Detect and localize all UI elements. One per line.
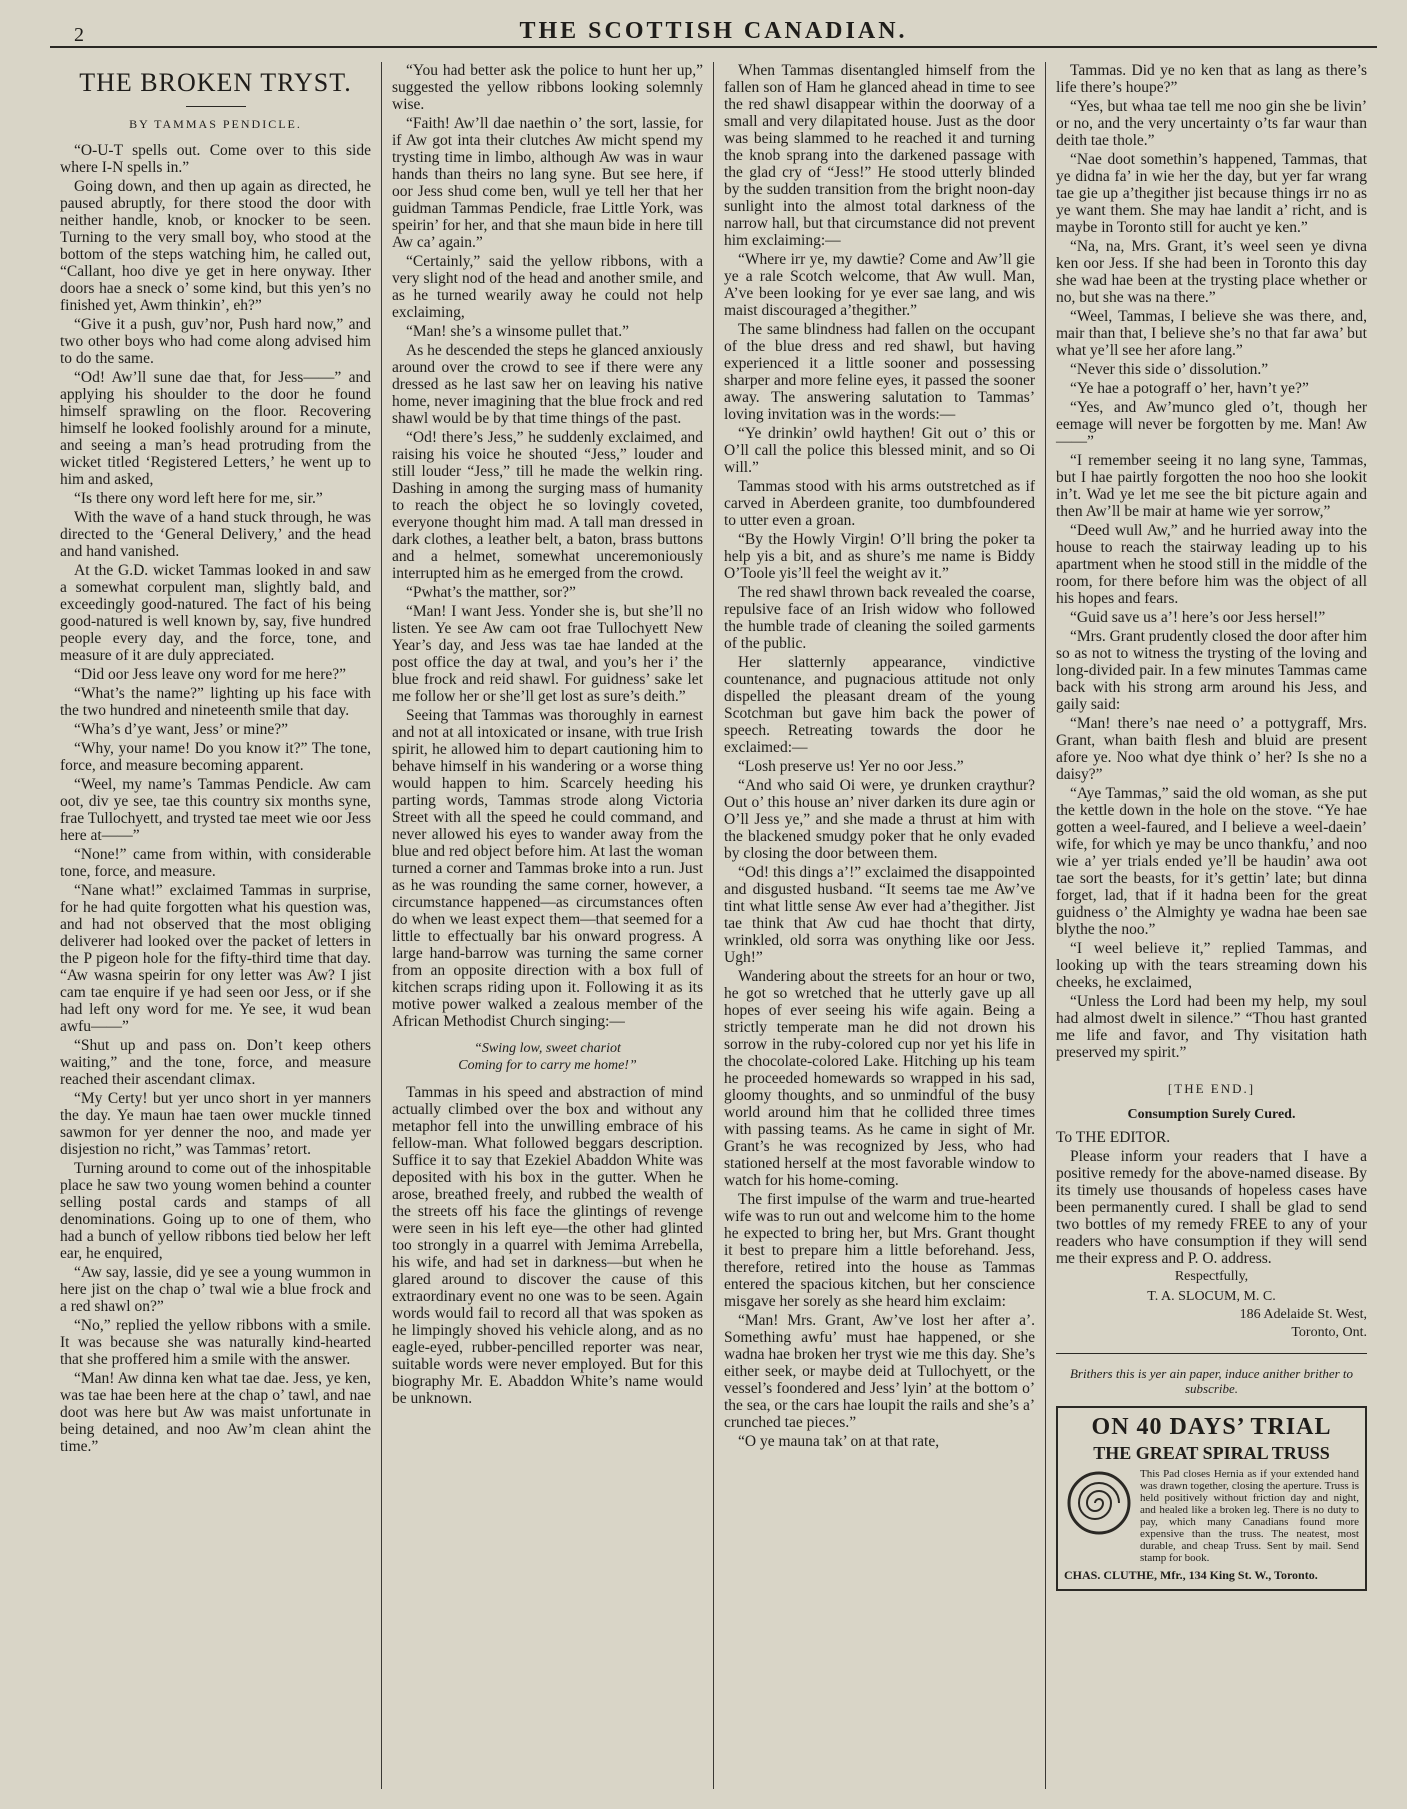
paragraph: “Is there ony word left here for me, sir.” (74, 490, 323, 507)
paragraph: Turning around to come out of the inhospitable place he saw two young women behind a counter selling postal cards and stamps of all denominations. Going up to one of them, who had a bunch of yellow ribbons tied below her left ear, he enquired, (60, 1160, 371, 1262)
paragraph: “My Certy! but yer unco short in yer manners the day. Ye maun hae taen ower muckle tinned sawmon for yer denner the noo, and made yer disjestion no richt,” was Tammas’ retort. (60, 1090, 371, 1158)
advert-name: T. A. SLOCUM, M. C. (1147, 1289, 1276, 1304)
truss-subhead: THE GREAT SPIRAL TRUSS (1093, 1443, 1330, 1463)
advert-body: Please inform your readers that I have a positive remedy for the above-named disease. By its timely use thousands of hopeless cases have been permanently cured. I shall be glad to send two bottles of my remedy FREE to any of your readers who have consumption if they will send me their express and P. O. address. (1056, 1148, 1367, 1267)
column-2-body-continued (392, 1084, 703, 1407)
truss-content (1064, 1468, 1359, 1564)
paragraph: Seeing that Tammas was thoroughly in earnest and not at all intoxicated or insane, with true Irish spirit, he allowed him to depart cautioning him to behave himself in his wandering or a worse thing would happen to him. Scarcely heeding his parting words, Tammas strode along Victoria Street with all the speed he could command, and never allowed his eyes to wander away from the blue and red object before him. At last the woman turned a corner and Tammas broke into a run. Just as he was rounding the same corner, however, a circumstance happened—as circumstances often do when we least expect them—that seemed for a little to effectually bar his onward progress. A large hand-barrow was turning the same corner from an opposite direction with a box full of kitchen scraps riding upon it. Following it as its motive power walked a zealous member of the African Methodist Church singing:— (392, 707, 703, 1030)
column-3 (714, 62, 1046, 1789)
truss-body: This Pad closes Hernia as if your extended hand was drawn together, closing the aperture. Truss is held positively without friction day and night, and healed like a broken leg. There is no duty to pay, which many Canadians found more expensive than the truss. The neatest, most durable, and cheap Truss. Sent by mail. Send stamp for book. (1140, 1468, 1359, 1564)
truss-icon (1064, 1468, 1134, 1538)
paragraph: “Od! Aw’ll sune dae that, for Jess——” and applying his shoulder to the door he found himself sprawling on the floor. Recovering himself he looked foolishly around for a minute, and seeing a man’s head protruding from the wicket titled ‘Registered Letters,’ he went up to him and asked, (60, 369, 371, 488)
paragraph: Wandering about the streets for an hour or two, he got so wretched that he utterly gave up all hopes of ever seeing his wife again. Being a strictly temperate man he did not drown his sorrow in the ruby-colored cup nor yet his life in the chocolate-colored Lake. Hitching up his team he proceeded homewards so wrapped in his sad, gloomy thoughts, and so unmindful of the busy world around him that he collided three times with passing teams. As he came in sight of Mr. Grant’s he was recognized by Jess, who had stationed herself at the most favorable window to watch for his home-coming. (724, 968, 1035, 1189)
paragraph: “Man! Aw dinna ken what tae dae. Jess, ye ken, was tae hae been here at the chap o’ tawl, and nae doot was here but Aw was maist unfortunate in being detained, and noo Aw’m clean ahint the time.” (60, 1370, 371, 1455)
paragraph: “Losh preserve us! Yer no oor Jess.” (738, 758, 964, 775)
paragraph: “By the Howly Virgin! O’ll bring the poker ta help yis a bit, and as shure’s me name is Biddy O’Toole yis’ll feel the weight av it.” (724, 531, 1035, 582)
paragraph: “Did oor Jess leave ony word for me here?” (74, 666, 347, 683)
paragraph: “None!” came from within, with considerable tone, force, and measure. (60, 846, 371, 880)
consumption-advert (1056, 1107, 1367, 1341)
page-number: 2 (74, 24, 84, 46)
paragraph: At the G.D. wicket Tammas looked in and saw a somewhat corpulent man, slightly bald, and exceedingly good-natured. The fact of his being good-natured is well known by, say, five hundred people every day, and the force, tone, and measure of it are duly appreciated. (60, 562, 371, 664)
paragraph: “You had better ask the police to hunt her up,” suggested the yellow ribbons looking solemnly wise. (392, 62, 703, 113)
paper-title: THE SCOTTISH CANADIAN. (519, 18, 908, 44)
paragraph: “And who said Oi were, ye drunken craythur? Out o’ this house an’ niver darken its dure agin or O’ll Jess ye,” and she made a thrust at him with the blackened smudgy poker that he only evaded by closing the door between them. (724, 777, 1035, 862)
paragraph: “Na, na, Mrs. Grant, it’s weel seen ye divna ken oor Jess. If she had been in Toronto this day she wad hae been at the trysting place whether or no, but she was na there.” (1056, 238, 1367, 306)
column-2-body (392, 62, 703, 1030)
paragraph: “Od! this dings a’!” exclaimed the disappointed and disgusted husband. “It seems tae me Aw’ve tint what little sense Aw ever had a’thegither. Jist tae think that Aw cud hae thocht that dirty, wrinkled, old sorra was onything like oor Jess. Ugh!” (724, 864, 1035, 966)
paragraph: “Nane what!” exclaimed Tammas in surprise, for he had quite forgotten what his question was, and had not observed that the most obliging deliverer had looked over the packet of letters in the P pigeon hole for the fifty-third time that day. “Aw wasna speirin for ony letter was Aw? I jist cam tae enquire if ye had seen oor Jess, or if she had left ony word for me. Ye see, it wud bean awfu——” (60, 882, 371, 1035)
paragraph: As he descended the steps he glanced anxiously around over the crowd to see if there were any dressed as he last saw her on leaving his native home, never imagining that the blue frock and red shawl would be by that time things of the past. (392, 342, 703, 427)
column-3-body (724, 62, 1035, 1450)
title-rule (186, 106, 246, 107)
paragraph: “Shut up and pass on. Don’t keep others waiting,” and the tone, force, and measure reached their ascendant climax. (60, 1037, 371, 1088)
paragraph: When Tammas disentangled himself from the fallen son of Ham he glanced ahead in time to see the red shawl disappear within the doorway of a small and very dilapitated house. Just as the door was being slammed to he reached it and turning the knob sprang into the darkened passage with the glad cry of “Jess!” He stood utterly blinded by the sudden transition from the bright noon-day sunlight into the almost total darkness of the narrow hall, but that circumstance did not prevent him exclaiming:— (724, 62, 1035, 249)
paragraph: With the wave of a hand stuck through, he was directed to the ‘General Delivery,’ and the head and hand vanished. (60, 509, 371, 560)
paragraph: “Od! there’s Jess,” he suddenly exclaimed, and raising his voice he shouted “Jess,” louder and still louder “Jess,” till he made the welkin ring. Dashing in among the surging mass of humanity to reach the object he so lovingly coveted, everyone thought him mad. A tall man dressed in dark clothes, a leather belt, a baton, brass buttons and a helmet, somewhat unceremoniously interrupted him as he emerged from the crowd. (392, 429, 703, 582)
paragraph: “Weel, my name’s Tammas Pendicle. Aw cam oot, div ye see, tae this country six months syne, frae Tullochyett, and trysted tae meet wie oor Jess here at——” (60, 776, 371, 844)
brothers-note: Brithers this is yer ain paper, induce anither brither to subscribe. (1069, 1366, 1354, 1396)
advert-address-2: Toronto, Ont. (1291, 1325, 1367, 1340)
the-end: [THE END.] (1167, 1081, 1256, 1096)
paragraph: “Weel, Tammas, I believe she was there, and, mair than that, I believe she’s no that far awa’ but what ye’ll see her afore lang.” (1056, 308, 1367, 359)
story-title: THE BROKEN TRYST. (79, 68, 352, 97)
paragraph: “Unless the Lord had been my help, my soul had almost dwelt in silence.” “Thou hast granted me life and favor, and Thy visitation hath preserved my spirit.” (1056, 993, 1367, 1061)
paragraph: “I remember seeing it no lang syne, Tammas, but I hae pairtly forgotten the noo hoo she lookit in’t. Wad ye let me see the bit picture again and then Aw’ll be mair at hame wie yer sorrow,” (1056, 452, 1367, 520)
paragraph: “Nae doot somethin’s happened, Tammas, that ye didna fa’ in wie her the day, but yer far wrang tae gie up a’thegither jist because things irr no as ye want them. She may hae landit a’ richt, and is maybe in Toronto still for aucht ye ken.” (1056, 151, 1367, 236)
paragraph: “Man! there’s nae need o’ a pottygraff, Mrs. Grant, whan baith flesh and bluid are present afore ye. Noo what dye think o’ her? Is she no a daisy?” (1056, 715, 1367, 783)
paragraph: “Man! Mrs. Grant, Aw’ve lost her after a’. Something awfu’ must hae happened, or she wadna hae broken her tryst wie me this day. She’s either seek, or maybe deid at Tullochyett, or the vessel’s foondered and Jess’ lyin’ at the bottom o’ the sea, or the cars hae loupit the rails and she’s a’ crunched tae pieces.” (724, 1312, 1035, 1431)
truss-footer: CHAS. CLUTHE, Mfr., 134 King St. W., Toronto. (1064, 1568, 1318, 1582)
paragraph: Going down, and then up again as directed, he paused abruptly, for there stood the door with neither handle, knob, or knocker to be seen. Turning to the very small boy, who stood at the bottom of the steps watching him, he called out, “Callant, hoo dive ye get in here onyway. Ither doors hae a sneck o’ some kind, but this yen’s no finished yet, Awm thinkin’, eh?” (60, 178, 371, 314)
divider (1056, 1353, 1367, 1354)
truss-headline: ON 40 DAYS’ TRIAL (1091, 1414, 1332, 1440)
column-2 (382, 62, 714, 1789)
paragraph: “Guid save us a’! here’s oor Jess hersel!” (1070, 609, 1326, 626)
advert-address-1: 186 Adelaide St. West, (1239, 1307, 1367, 1322)
masthead (50, 12, 1377, 48)
column-4-body (1056, 62, 1367, 1061)
paragraph: Her slatternly appearance, vindictive countenance, and pugnacious attitude not only dispelled the pleasant dream of the young Scotchman but gave him back the power of speech. Retreating towards the door he exclaimed:— (724, 654, 1035, 756)
byline: BY TAMMAS PENDICLE. (129, 117, 302, 131)
paragraph: “Why, your name! Do you know it?” The tone, force, and measure becoming apparent. (60, 740, 371, 774)
paragraph: “Wha’s d’ye want, Jess’ or mine?” (74, 721, 289, 738)
column-1-body (60, 142, 371, 1455)
paragraph: “O ye mauna tak’ on at that rate, (738, 1433, 940, 1450)
paragraph: “Never this side o’ dissolution.” (1070, 361, 1269, 378)
paragraph: “Ye drinkin’ owld haythen! Git out o’ this or O’ll call the police this blessed minit, and so Oi will.” (724, 425, 1035, 476)
paragraph: “Aw say, lassie, did ye see a young wummon in here jist on the chap o’ twal wie a blue frock and a red shawl on?” (60, 1264, 371, 1315)
paragraph: Tammas in his speed and abstraction of mind actually climbed over the box and without any metaphor fell into the unwilling embrace of his fellow-man. What followed beggars description. Suffice it to say that Ezekiel Abaddon White was deposited with his box in the gutter. When he arose, breathed freely, and rubbed the wealth of the streets off his face the glintings of revenge were seen in his left eye—the other had glinted too strongly in a quarrel with Jemima Arrebella, his wife, and had set in darkness—but when he glared around to discover the cause of this extraordinary event no one was to be seen. Again words would fail to record all that was spoken as he limpingly shoved his vehicle along, and as no eagle-eyed, rubber-pencilled reporter was near, suitable words were never employed. But for this biography Mr. E. Abaddon White’s name would be unknown. (392, 1084, 703, 1407)
paragraph: The same blindness had fallen on the occupant of the blue dress and red shawl, but having experienced it a little sooner and possessing sharper and more feline eyes, it passed the sooner away. The answering salutation to Tammas’ loving invitation was in the words:— (724, 321, 1035, 423)
paragraph: “Ye hae a potograff o’ her, havn’t ye?” (1070, 380, 1309, 397)
column-1 (50, 62, 382, 1789)
column-4 (1046, 62, 1377, 1789)
verse (392, 1040, 703, 1074)
paragraph: The red shawl thrown back revealed the coarse, repulsive face of an Irish widow who followed the humble trade of cleaning the soiled garments of the public. (724, 584, 1035, 652)
verse-line-2: Coming for to carry me home!” (458, 1058, 637, 1073)
paragraph: “Yes, but whaa tae tell me noo gin she be livin’ or no, and the very uncertainty o’ts far waur than deith tae thole.” (1056, 98, 1367, 149)
paragraph: Tammas stood with his arms outstretched as if carved in Aberdeen granite, too dumbfoundered to utter even a groan. (724, 478, 1035, 529)
paragraph: Tammas. Did ye no ken that as lang as there’s life there’s houpe?” (1056, 62, 1367, 96)
advert-closing: Respectfully, (1174, 1269, 1249, 1284)
paragraph: “O-U-T spells out. Come over to this side where I-N spells in.” (60, 142, 371, 176)
paragraph: “I weel believe it,” replied Tammas, and looking up with the tears streaming down his cheeks, he exclaimed, (1056, 940, 1367, 991)
paragraph: “Deed wull Aw,” and he hurried away into the house to reach the stairway leading up to his apartment when he stood still in the middle of the room, for there before him was the object of all his hopes and fears. (1056, 522, 1367, 607)
paragraph: “Pwhat’s the matther, sor?” (406, 584, 576, 601)
advert-heading: Consumption Surely Cured. (1127, 1107, 1296, 1122)
paragraph: “Certainly,” said the yellow ribbons, with a very slight nod of the head and another smile, and as he turned wearily away he could not help exclaiming, (392, 253, 703, 321)
paragraph: The first impulse of the warm and true-hearted wife was to run out and welcome him to the home he expected to bring her, but Mrs. Grant thought it best to prepare him a little beforehand. Jess, therefore, retired into the house as Tammas entered the spacious kitchen, but her conscience misgave her sorely as she heard him exclaim: (724, 1191, 1035, 1310)
paragraph: “No,” replied the yellow ribbons with a smile. It was because she was naturally kind-hearted that she proffered him a smile with the answer. (60, 1317, 371, 1368)
advert-to-line: To THE EDITOR. (1056, 1129, 1171, 1146)
verse-line-1: “Swing low, sweet chariot (474, 1041, 621, 1056)
paragraph: “Yes, and Aw’munco gled o’t, though her eemage will never be forgotten by me. Man! Aw——” (1056, 399, 1367, 450)
paragraph: “Where irr ye, my dawtie? Come and Aw’ll gie ye a rale Scotch welcome, that Aw wull. Man, A’ve been looking for ye ever sae lang, and wis maist discouraged a’thegither.” (724, 251, 1035, 319)
paragraph: “Man! I want Jess. Yonder she is, but she’ll no listen. Ye see Aw cam oot frae Tullochyett New Year’s day, and Jess was tae hae landed at the post office the day at twal, and you’s her i’ the blue frock and reid shawl. For guidness’ sake let me follow her or she’ll get lost as sure’s deith.” (392, 603, 703, 705)
paragraph: “What’s the name?” lighting up his face with the two hundred and nineteenth smile that day. (60, 685, 371, 719)
paragraph: “Man! she’s a winsome pullet that.” (406, 323, 629, 340)
article-columns (50, 62, 1377, 1789)
paragraph: “Faith! Aw’ll dae naethin o’ the sort, lassie, for if Aw got inta their clutches Aw micht spend my trysting time in limbo, although Aw was in waur hands than theirs no lang syne. But see here, if oor Jess shud come ben, wull ye tell her that her guidman Tammas Pendicle, frae Little York, was speirin’ for her, and that she maun bide in here till Aw ca’ again.” (392, 115, 703, 251)
paragraph: “Aye Tammas,” said the old woman, as she put the kettle down in the hole on the stove. “Ye hae gotten a weel-faured, and I believe a weel-daein’ wife, for which ye may be unco thankfu,’ and noo wie a’ yer trials ended ye’ll be haudin’ awa oot tae sort the beasts, for it’s gettin’ late; but dinna forget, lad, that if it hadna been for the great guidness o’ the Almighty ye wadna hae been sae blythe the noo.” (1056, 785, 1367, 938)
paragraph: “Give it a push, guv’nor, Push hard now,” and two other boys who had come along advised him to do the same. (60, 316, 371, 367)
paragraph: “Mrs. Grant prudently closed the door after him so as not to witness the trysting of the loving and long-divided pair. In a few minutes Tammas came back with his strong arm around his Jess, and gaily said: (1056, 628, 1367, 713)
truss-advert (1056, 1406, 1367, 1591)
